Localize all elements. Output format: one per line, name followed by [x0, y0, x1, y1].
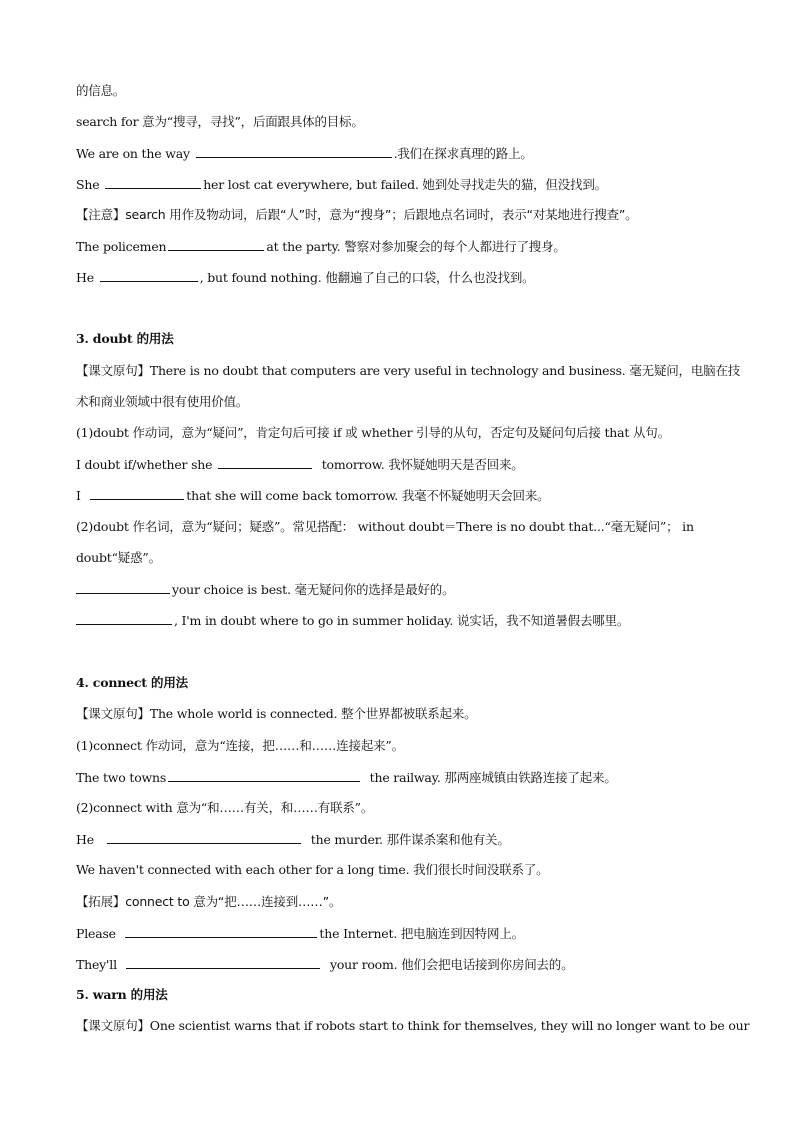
section-heading	[76, 986, 724, 1004]
sentence-start: I	[76, 488, 81, 503]
text-line	[76, 1017, 750, 1035]
paragraph-text: 术和商业领域中很有使用价值。	[76, 394, 249, 409]
text-line	[76, 955, 724, 974]
heading-text: 3. doubt 的用法	[76, 331, 174, 346]
text-line	[76, 455, 724, 474]
paragraph-text: 【课文原句】One scientist warns that if robots start to think for themselves, they will no longer want to be our	[76, 1018, 750, 1033]
paragraph-text: doubt“疑惑”。	[76, 550, 161, 565]
heading-text: 5. warn 的用法	[76, 987, 168, 1002]
text-line	[76, 580, 724, 599]
paragraph-text: search for 意为“搜寻，寻找”，后面跟具体的目标。	[76, 114, 364, 129]
fill-blank[interactable]	[126, 955, 320, 969]
note-text: 【拓展】connect to 意为“把……连接到……”。	[76, 894, 342, 909]
text-line	[76, 611, 724, 630]
heading-text: 4. connect 的用法	[76, 675, 188, 690]
fill-blank[interactable]	[196, 144, 392, 158]
text-line	[76, 144, 724, 163]
fill-blank[interactable]	[76, 580, 170, 594]
text-line	[76, 518, 724, 536]
sentence-end: .我们在探求真理的路上。	[393, 146, 533, 161]
sentence-end: tomorrow. 我怀疑她明天是否回来。	[321, 457, 524, 472]
fill-blank[interactable]	[168, 237, 264, 251]
fill-blank[interactable]	[168, 768, 360, 782]
text-line	[76, 549, 724, 567]
fill-blank[interactable]	[105, 175, 201, 189]
text-line	[76, 82, 724, 100]
text-line	[76, 861, 724, 879]
section-heading	[76, 674, 724, 692]
sentence-start: The two towns	[76, 770, 167, 785]
sentence-end: her lost cat everywhere, but failed. 她到处寻找走失的猫，但没找到。	[203, 177, 607, 192]
sentence-end: the railway. 那两座城镇由铁路连接了起来。	[369, 770, 617, 785]
fill-blank[interactable]	[100, 268, 198, 282]
text-line	[76, 924, 724, 943]
text-line	[76, 768, 724, 787]
sentence-end: , I'm in doubt where to go in summer holiday. 说实话，我不知道暑假去哪里。	[174, 613, 630, 628]
sentence-start: He	[76, 270, 94, 285]
text-line	[76, 175, 724, 194]
sentence-end: the Internet. 把电脑连到因特网上。	[319, 926, 524, 941]
text-line	[76, 737, 724, 755]
paragraph-text: (1)connect 作动词，意为“连接，把……和……连接起来”。	[76, 738, 404, 753]
sentence-start: The policemen	[76, 239, 167, 254]
text-line	[76, 424, 724, 442]
sentence-start: They'll	[76, 957, 117, 972]
paragraph-text: (2)doubt 作名词，意为“疑问；疑惑”。常见搭配： without doubt＝There is no doubt that...“毫无疑问”； in	[76, 519, 694, 534]
text-line	[76, 705, 724, 723]
note-line	[76, 206, 724, 224]
sentence-end: , but found nothing. 他翻遍了自己的口袋，什么也没找到。	[199, 270, 535, 285]
sentence-end: your room. 他们会把电话接到你房间去的。	[329, 957, 574, 972]
text-line	[76, 486, 724, 505]
sentence-end: your choice is best. 毫无疑问你的选择是最好的。	[172, 582, 455, 597]
note-text: 【注意】search 用作及物动词，后跟“人”时，意为“搜身”；后跟地点名词时，表示“对某地进行搜查”。	[76, 207, 638, 222]
paragraph-text: (1)doubt 作动词，意为“疑问”，肯定句后可接 if 或 whether 引导的从句，否定句及疑问句后接 that 从句。	[76, 425, 670, 440]
paragraph-text: 的信息。	[76, 83, 126, 98]
paragraph-text: 【课文原句】There is no doubt that computers are very useful in technology and business. 毫无疑问，电脑在技	[76, 363, 741, 378]
sentence-start: He	[76, 832, 94, 847]
fill-blank[interactable]	[125, 924, 317, 938]
sentence-end: the murder. 那件谋杀案和他有关。	[310, 832, 510, 847]
text-line	[76, 393, 724, 411]
section-heading	[76, 330, 724, 348]
sentence-start: She	[76, 177, 100, 192]
text-line	[76, 830, 724, 849]
fill-blank[interactable]	[90, 486, 184, 500]
text-line	[76, 237, 724, 256]
paragraph-text: (2)connect with 意为“和……有关，和……有联系”。	[76, 800, 374, 815]
text-line	[76, 113, 724, 131]
text-line	[76, 799, 724, 817]
paragraph-text: 【课文原句】The whole world is connected. 整个世界都被联系起来。	[76, 706, 477, 721]
sentence-start: We are on the way	[76, 146, 190, 161]
sentence-start: Please	[76, 926, 116, 941]
text-line	[76, 268, 724, 287]
fill-blank[interactable]	[76, 611, 172, 625]
text-line	[76, 362, 741, 380]
note-line	[76, 893, 724, 911]
sentence-end: that she will come back tomorrow. 我毫不怀疑她明天会回来。	[186, 488, 550, 503]
paragraph-text: We haven't connected with each other for a long time. 我们很长时间没联系了。	[76, 862, 549, 877]
sentence-start: I doubt if/whether she	[76, 457, 213, 472]
fill-blank[interactable]	[107, 830, 301, 844]
fill-blank[interactable]	[218, 455, 312, 469]
sentence-end: at the party. 警察对参加聚会的每个人都进行了搜身。	[266, 239, 566, 254]
